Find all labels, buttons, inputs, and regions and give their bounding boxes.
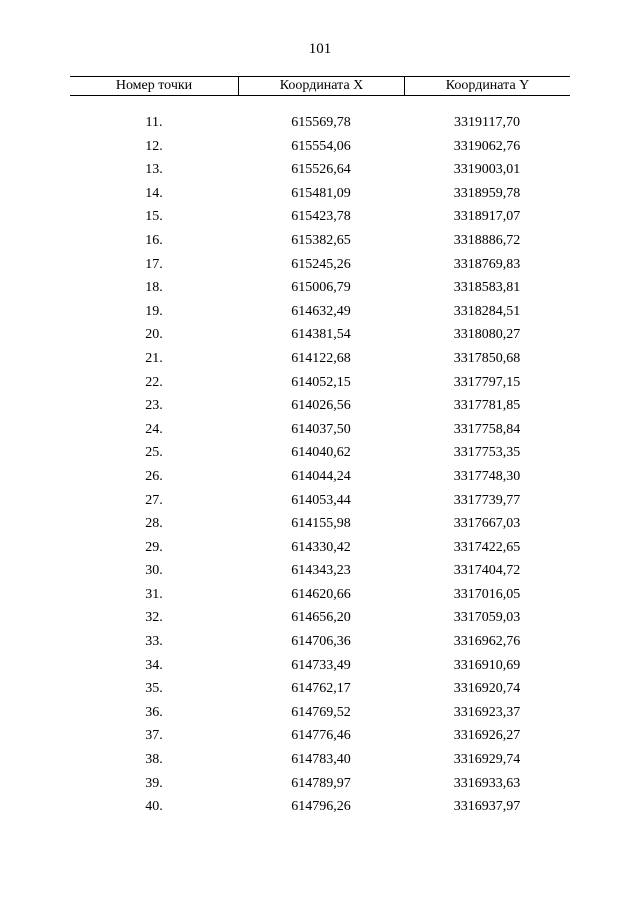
table-row — [70, 323, 570, 347]
coordinate-y-cell: 3318769,83 — [453, 256, 521, 272]
table-row — [70, 276, 570, 300]
coordinate-x-cell: 614044,24 — [291, 468, 351, 484]
table-row — [70, 583, 570, 607]
coordinate-x-cell: 614053,44 — [291, 492, 351, 508]
table-row — [70, 536, 570, 560]
coordinate-y-cell: 3316923,37 — [453, 704, 521, 720]
coordinate-y-cell: 3317748,30 — [453, 468, 521, 484]
header-coordinate-y: Координата Y — [404, 77, 570, 95]
table-row — [70, 606, 570, 630]
coordinate-x-cell: 614381,54 — [291, 327, 351, 343]
coordinate-y-cell: 3316926,27 — [453, 728, 521, 744]
coordinate-y-cell: 3317781,85 — [453, 398, 521, 414]
coordinate-x-cell: 614706,36 — [291, 634, 351, 650]
point-number-cell: 16. — [145, 232, 163, 248]
point-number-cell: 28. — [145, 516, 163, 532]
coordinate-x-cell: 615382,65 — [291, 232, 351, 248]
coordinate-x-cell: 614620,66 — [291, 586, 351, 602]
coordinate-y-cell: 3316937,97 — [453, 799, 521, 815]
page-number: 101 — [308, 41, 332, 57]
table-row — [70, 795, 570, 819]
coordinate-x-cell: 614330,42 — [291, 539, 351, 555]
table-row — [70, 300, 570, 324]
table-row — [70, 701, 570, 725]
coordinate-x-cell: 614769,52 — [291, 704, 351, 720]
point-number-cell: 24. — [145, 421, 163, 437]
table-row — [70, 229, 570, 253]
point-number-cell: 15. — [145, 209, 163, 225]
coordinate-y-cell: 3316910,69 — [453, 657, 521, 673]
coordinate-x-cell: 615006,79 — [291, 280, 351, 296]
point-number-cell: 18. — [145, 280, 163, 296]
point-number-cell: 27. — [145, 492, 163, 508]
point-number-cell: 37. — [145, 728, 163, 744]
point-number-cell: 14. — [145, 185, 163, 201]
table-row — [70, 111, 570, 135]
table-row — [70, 418, 570, 442]
point-number-cell: 17. — [145, 256, 163, 272]
coordinate-x-cell: 614762,17 — [291, 681, 351, 697]
table-row — [70, 253, 570, 277]
table-row — [70, 465, 570, 489]
table-row — [70, 371, 570, 395]
point-number-cell: 36. — [145, 704, 163, 720]
point-number-cell: 34. — [145, 657, 163, 673]
coordinate-y-cell: 3316933,63 — [453, 775, 521, 791]
coordinate-x-cell: 615554,06 — [291, 138, 351, 154]
point-number-cell: 19. — [145, 303, 163, 319]
coordinate-x-cell: 614789,97 — [291, 775, 351, 791]
coordinate-y-cell: 3318959,78 — [453, 185, 521, 201]
header-coordinate-x: Координата X — [238, 77, 404, 95]
point-number-cell: 40. — [145, 799, 163, 815]
point-number-cell: 32. — [145, 610, 163, 626]
table-row — [70, 441, 570, 465]
coordinate-y-cell: 3316962,76 — [453, 634, 521, 650]
coordinate-y-cell: 3317059,03 — [453, 610, 521, 626]
coordinate-y-cell: 3317758,84 — [453, 421, 521, 437]
point-number-cell: 26. — [145, 468, 163, 484]
table-row — [70, 724, 570, 748]
coordinate-x-cell: 614632,49 — [291, 303, 351, 319]
point-number-cell: 20. — [145, 327, 163, 343]
table-row — [70, 347, 570, 371]
coordinate-x-cell: 614343,23 — [291, 563, 351, 579]
point-number-cell: 39. — [145, 775, 163, 791]
table-row — [70, 158, 570, 182]
point-number-cell: 30. — [145, 563, 163, 579]
table-row — [70, 512, 570, 536]
coordinate-y-cell: 3318886,72 — [453, 232, 521, 248]
coordinate-y-cell: 3317850,68 — [453, 350, 521, 366]
table-body — [70, 111, 570, 819]
table-row — [70, 135, 570, 159]
coordinate-x-cell: 615526,64 — [291, 162, 351, 178]
coordinate-x-cell: 614037,50 — [291, 421, 351, 437]
coordinate-x-cell: 614656,20 — [291, 610, 351, 626]
coordinate-x-cell: 614783,40 — [291, 752, 351, 768]
coordinate-x-cell: 615569,78 — [291, 115, 351, 130]
coordinate-y-cell: 3318583,81 — [453, 280, 521, 296]
table-row — [70, 748, 570, 772]
coordinate-x-cell: 614155,98 — [291, 516, 351, 532]
coordinate-x-cell: 615245,26 — [291, 256, 351, 272]
coordinate-x-cell: 614776,46 — [291, 728, 351, 744]
point-number-cell: 12. — [145, 138, 163, 154]
coordinate-y-cell: 3317667,03 — [453, 516, 521, 532]
coordinate-y-cell: 3317739,77 — [453, 492, 521, 508]
coordinate-x-cell: 614796,26 — [291, 799, 351, 815]
coordinate-y-cell: 3319003,01 — [453, 162, 521, 178]
table-row — [70, 394, 570, 418]
point-number-cell: 31. — [145, 586, 163, 602]
coordinate-x-cell: 614026,56 — [291, 398, 351, 414]
header-point-number: Номер точки — [115, 78, 193, 93]
coordinate-y-cell: 3317404,72 — [453, 563, 521, 579]
table-row — [70, 654, 570, 678]
table-row — [70, 559, 570, 583]
point-number-cell: 29. — [145, 539, 163, 555]
coordinate-y-cell: 3317753,35 — [453, 445, 521, 461]
point-number-cell: 35. — [145, 681, 163, 697]
point-number-cell: 33. — [145, 634, 163, 650]
table-row — [70, 772, 570, 796]
table-row — [70, 677, 570, 701]
coordinate-x-cell: 614052,15 — [291, 374, 351, 390]
coordinate-x-cell: 614040,62 — [291, 445, 351, 461]
coordinate-y-cell: 3318284,51 — [453, 303, 521, 319]
coordinate-x-cell: 614122,68 — [291, 350, 351, 366]
coordinate-y-cell: 3318080,27 — [453, 327, 521, 343]
table-row — [70, 630, 570, 654]
coordinate-x-cell: 614733,49 — [291, 657, 351, 673]
coordinate-x-cell: 615481,09 — [291, 185, 351, 201]
coordinate-y-cell: 3316929,74 — [453, 752, 521, 768]
coordinate-y-cell: 3318917,07 — [453, 209, 521, 225]
table-row — [70, 205, 570, 229]
point-number-cell: 38. — [145, 752, 163, 768]
coordinate-y-cell: 3319062,76 — [453, 138, 521, 154]
point-number-cell: 25. — [145, 445, 163, 461]
point-number-cell: 22. — [145, 374, 163, 390]
coordinate-x-cell: 615423,78 — [291, 209, 351, 225]
table-row — [70, 182, 570, 206]
coordinate-y-cell: 3317797,15 — [453, 374, 521, 390]
coordinate-y-cell: 3319117,70 — [454, 115, 520, 130]
point-number-cell: 11. — [145, 115, 163, 130]
coordinate-y-cell: 3316920,74 — [453, 681, 521, 697]
point-number-cell: 23. — [145, 398, 163, 414]
coordinate-y-cell: 3317016,05 — [453, 586, 521, 602]
point-number-cell: 13. — [145, 162, 163, 178]
coordinates-table — [70, 76, 570, 819]
table-header-row — [70, 76, 570, 96]
table-row — [70, 489, 570, 513]
coordinate-y-cell: 3317422,65 — [453, 539, 521, 555]
point-number-cell: 21. — [145, 350, 163, 366]
